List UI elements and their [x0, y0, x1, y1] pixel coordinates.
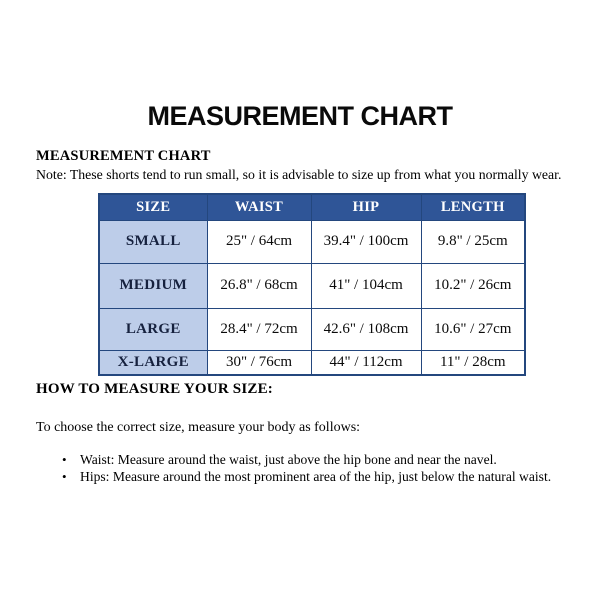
waist-value-cell: 26.8" / 68cm — [207, 263, 311, 308]
hip-value-cell: 44" / 112cm — [311, 350, 421, 375]
header-cell-length: LENGTH — [421, 194, 525, 220]
length-value-cell: 10.6" / 27cm — [421, 308, 525, 350]
header-cell-waist: WAIST — [207, 194, 311, 220]
how-to-section — [36, 381, 581, 485]
size-label-cell: MEDIUM — [99, 263, 207, 308]
intro-heading: MEASUREMENT CHART — [36, 148, 211, 164]
table-row-medium — [99, 263, 525, 308]
bullet-text: Waist: Measure around the waist, just above the hip bone and near the navel. — [80, 452, 497, 467]
hip-value-cell: 39.4" / 100cm — [311, 220, 421, 263]
size-table-header-row — [99, 194, 525, 220]
size-label-cell: X-LARGE — [99, 350, 207, 375]
how-to-intro: To choose the correct size, measure your body as follows: — [36, 420, 361, 435]
table-row-xlarge — [99, 350, 525, 375]
size-label-cell: SMALL — [99, 220, 207, 263]
hip-value-cell: 41" / 104cm — [311, 263, 421, 308]
how-to-heading: HOW TO MEASURE YOUR SIZE: — [36, 381, 273, 397]
intro-section — [36, 148, 581, 183]
page-title: MEASUREMENT CHART — [147, 101, 453, 131]
size-label-cell: LARGE — [99, 308, 207, 350]
waist-value-cell: 30" / 76cm — [207, 350, 311, 375]
length-value-cell: 10.2" / 26cm — [421, 263, 525, 308]
waist-value-cell: 25" / 64cm — [207, 220, 311, 263]
table-row-large — [99, 308, 525, 350]
waist-value-cell: 28.4" / 72cm — [207, 308, 311, 350]
length-value-cell: 9.8" / 25cm — [421, 220, 525, 263]
header-cell-size: SIZE — [99, 194, 207, 220]
bullet-item-hips — [36, 469, 581, 486]
intro-note: Note: These shorts tend to run small, so it is advisable to size up from what you normally wear. — [36, 167, 562, 182]
bullet-dot: • — [62, 468, 67, 484]
table-row-small — [99, 220, 525, 263]
header-cell-hip: HIP — [311, 194, 421, 220]
bullet-dot: • — [62, 452, 67, 467]
bullet-item-waist — [36, 452, 581, 469]
bullet-list — [36, 452, 581, 485]
bullet-text: Hips: Measure around the most prominent area of the hip, just below the natural waist. — [80, 468, 552, 484]
length-value-cell: 11" / 28cm — [421, 350, 525, 375]
hip-value-cell: 42.6" / 108cm — [311, 308, 421, 350]
size-table — [98, 193, 526, 376]
